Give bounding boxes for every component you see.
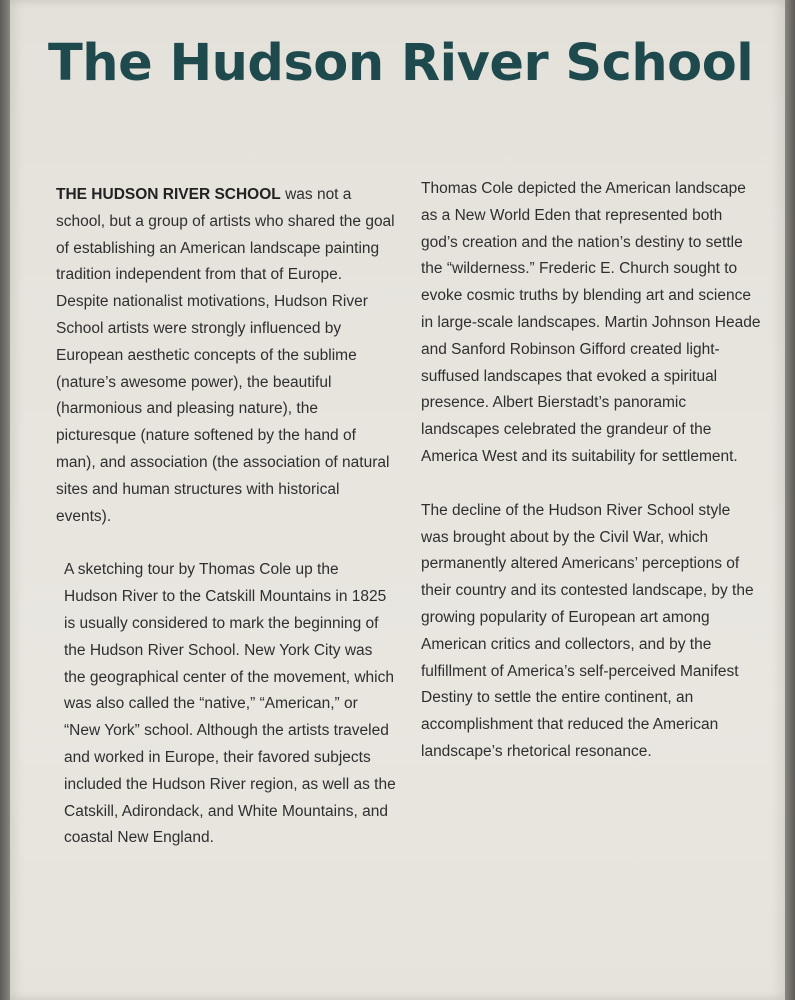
right-paragraph-2: The decline of the Hudson River School style was brought about by the Civil War, which permanently altered Americans’ perceptions of their country and its contested landscape, by the growing popularity of European art among American critics and collectors, and by the fulfillment of America’s self-perceived Manifest Destiny to settle the entire continent, an accomplishment that reduced the American landscape’s rhetorical resonance. (421, 501, 754, 760)
wall-edge-left (0, 0, 10, 1000)
right-paragraph-1: Thomas Cole depicted the American landscape as a New World Eden that represented both god’s creation and the nation’s destiny to settle the “wilderness.” Frederic E. Church sought to evoke cosmic truths by blending art and science in large-scale landscapes. Martin Johnson Heade and Sanford Robinson Gifford created light-suffused landscapes that evoked a spiritual presence. Albert Bierstadt’s panoramic landscapes celebrated the grandeur of the America West and its suitability for settlement. (421, 180, 761, 465)
panel-title: The Hudson River School (48, 34, 754, 93)
left-paragraph-2: A sketching tour by Thomas Cole up the Hudson River to the Catskill Mountains in 1825 is usually considered to mark the beginning of the Hudson River School. New York City was the geographical center of the movement, which was also called the “native,” “American,” or “New York” school. Although the artists traveled and worked in Europe, their favored subjects included the Hudson River region, as well as the Catskill, Adirondack, and White Mountains, and coastal New England. (64, 561, 396, 847)
left-paragraph-1 (56, 182, 396, 530)
right-text-column (421, 176, 761, 766)
left-paragraph-1-body: was not a school, but a group of artists who shared the goal of establishing an American landscape painting tradition independent from that of Europe. Despite nationalist motivations, Hudson River School artists were strongly influenced by European aesthetic concepts of the sublime (nature’s awesome power), the beautiful (harmonious and pleasing nature), the picturesque (nature softened by the hand of man), and association (the association of natural sites and human structures with historical events). (56, 186, 395, 525)
left-text-column (56, 182, 396, 852)
wall-edge-right (785, 0, 795, 1000)
lead-in-heading: THE HUDSON RIVER SCHOOL (56, 186, 281, 203)
